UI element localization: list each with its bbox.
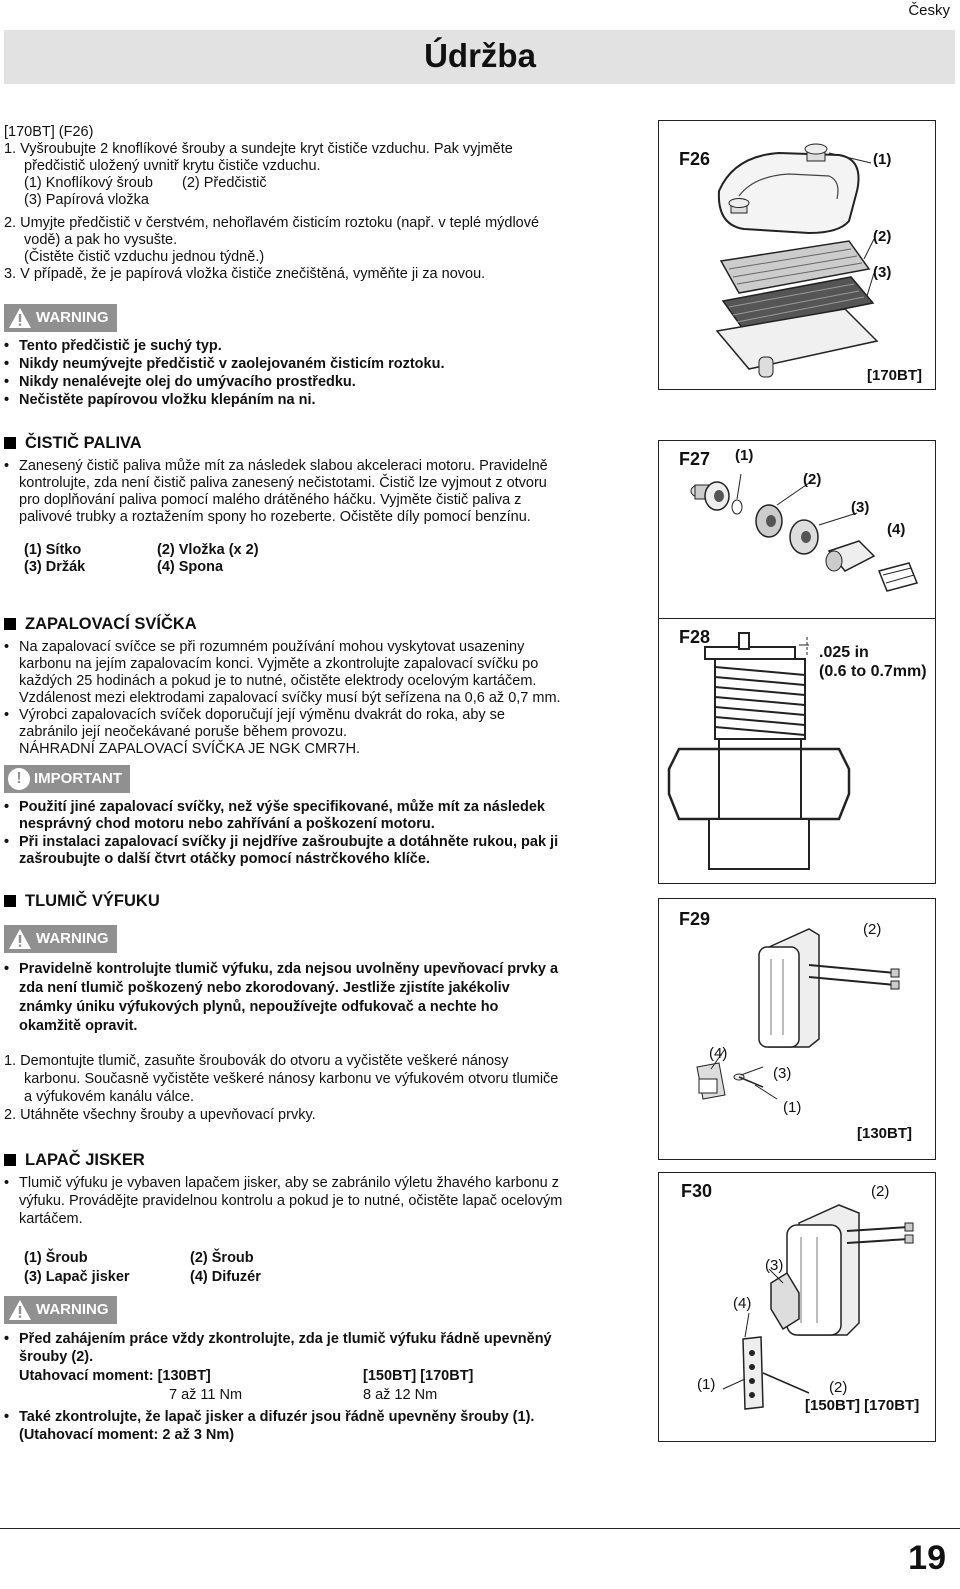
square-bullet-icon (4, 437, 16, 449)
footer-rule (0, 1528, 960, 1529)
muffler-warning: • Pravidelně kontrolujte tlumič výfuku, zda nejsou uvolněny upevňovací prvky a zda není tlumič poškozený nebo zkorodovaný. Jestliže zjistíte jakékoliv známky úniku výfukových plynů, nepoužívejte odfukovač a nechte ho okamžitě opravit. (4, 961, 559, 1034)
figure-f29: F29 (2) (4) (3) (1) [130BT] (658, 898, 936, 1160)
step-1-cont: předčistič uložený uvnitř krytu čističe vzduchu. (24, 158, 321, 174)
muffler-illustration (659, 899, 935, 1159)
warning-triangle-icon (8, 928, 32, 950)
models-line: [170BT] (F26) (4, 124, 94, 140)
warning-item: • Nečistěte papírovou vložku klepáním na ni. (4, 392, 316, 408)
warning-item: • Tento předčistič je suchý typ. (4, 338, 222, 354)
spark-plug-text: • Na zapalovací svíčce se při rozumném používání mohou vyskytovat usazeniny karbonu na jejím zapalovacím konci. Vyjměte a zkontrolujte zapalovací svíčku po každých 25 hodinách a pokud je to nutné, očistěte elektrody ocelovým kartáčem. Vzdálenost mezi elektrodami zapalovací svíčky musí být seřízena na 0,6 až 0,7 mm. • Výrobci zapalovacích svíček doporučují její výměnu dvakrát do roka, aby se zabránilo její neočekávané poruše během provozu. NÁHRADNÍ ZAPALOVACÍ SVÍČKA JE NGK CMR7H. (4, 639, 561, 757)
figure-f27: F27 (1) (2) (3) (4) (658, 440, 936, 634)
important-badge (4, 765, 130, 793)
square-bullet-icon (4, 1154, 16, 1166)
exclamation-circle-icon: ! (8, 768, 30, 790)
warning-triangle-icon (8, 1299, 32, 1321)
page-title: Údržba (424, 37, 536, 74)
page-number: 19 (908, 1539, 946, 1577)
figure-f26: F26 (1) (2) (3) [170BT] (658, 120, 936, 390)
torque-label: Utahovací moment: [130BT] (19, 1368, 211, 1384)
figure-f28: F28 .025 in (0.6 to 0.7mm) (658, 618, 936, 884)
step-2-cont: vodě) a pak ho vysušte. (24, 232, 178, 248)
language-label: Česky (908, 2, 950, 19)
part-knob-bolt: (1) Knoflíkový šroub (24, 175, 153, 191)
warning-triangle-icon (8, 307, 32, 329)
step-1: 1. Vyšroubujte 2 knoflíkové šrouby a sundejte kryt čističe vzduchu. Pak vyjměte (4, 141, 513, 157)
warning-badge: WARNING (4, 1296, 117, 1324)
spark-arrester-text: • Tlumič výfuku je vybaven lapačem jisker, aby se zabránilo výletu žhavého karbonu z výfuku. Provádějte pravidelnou kontrolu a pokud je to nutné, očistěte lapač ocelovým kartáčem. (4, 1175, 563, 1227)
spark-arrester-parts: (1) Šroub (2) Šroub (3) Lapač jisker (4) Difuzér (24, 1250, 261, 1285)
torque-val-2: 8 až 12 Nm (363, 1387, 438, 1403)
part-paper-element: (3) Papírová vložka (24, 192, 149, 208)
torque-col2-head: [150BT] [170BT] (363, 1368, 474, 1384)
warning-item: • Nikdy neumývejte předčistič v zaolejovaném čisticím roztoku. (4, 356, 445, 372)
muffler-steps: 1. Demontujte tlumič, zasuňte šroubovák do otvoru a vyčistěte veškeré nánosy karbonu. Současně vyčistěte veškeré nánosy karbonu ve výfukovém otvoru tlumiče a výfukovém kanálu válce. 2. Utáhněte všechny šrouby a upevňovací prvky. (4, 1053, 559, 1123)
spark-plug-important: • Použití jiné zapalovací svíčky, než výše specifikované, může mít za následek nesprávný chod motoru nebo zahřívání a poškození motoru. • Při instalaci zapalovací svíčky ji nejdříve zašroubujte a dotáhněte rukou, pak ji zašroubujte o další čtvrt otáčky pomocí nástrčkového klíče. (4, 799, 559, 867)
important-label: IMPORTANT (34, 770, 123, 787)
warning-badge (4, 304, 117, 332)
step-3: 3. V případě, že je papírová vložka čističe znečištěná, vyměňte ji za novou. (4, 266, 486, 282)
figure-f30: F30 (2) (3) (4) (1) (2) [150BT] [170BT] (658, 1172, 936, 1442)
fuel-filter-parts: (1) Sítko (2) Vložka (x 2) (3) Držák (4) Spona (24, 542, 259, 575)
part-pre-filter: (2) Předčistič (182, 175, 267, 191)
step-2: 2. Umyjte předčistič v čerstvém, nehořlavém čisticím roztoku (např. v teplé mýdlové (4, 215, 540, 231)
fuel-filter-heading: ČISTIČ PALIVA (4, 433, 142, 453)
square-bullet-icon (4, 618, 16, 630)
parts-line-1 (4, 175, 644, 192)
spark-arrester-heading: LAPAČ JISKER (4, 1150, 145, 1170)
fuel-filter-text: • Zanesený čistič paliva může mít za následek slabou akceleraci motoru. Pravidelně kontrolujte, zda není čistič paliva zanesený nečistotami. Čistič lze vyjmout z otvoru pro doplňování paliva pomocí malého drátěného háčku. Vyjměte čistič paliva z palivové trubky a roztažením spony ho rozeberte. Očistěte díly pomocí benzínu. (4, 458, 548, 525)
square-bullet-icon (4, 895, 16, 907)
warning-label: WARNING (36, 309, 109, 326)
muffler-heading: TLUMIČ VÝFUKU (4, 891, 160, 911)
torque-val-1: 7 až 11 Nm (169, 1387, 243, 1403)
air-cleaner-section (4, 124, 644, 283)
spark-plug-heading: ZAPALOVACÍ SVÍČKA (4, 614, 197, 634)
air-cleaner-warnings (4, 338, 644, 409)
spark-arrester-warning: • Před zahájením práce vždy zkontrolujte, zda je tlumič výfuku řádně upevněný šrouby (2). Utahovací moment: [130BT] [150BT] [170BT] 7 až 11 Nm 8 až 12 Nm • Také zkontrolujte, že lapač jisker a difuzér jsou řádně upevněny šrouby (1). (Utahovací moment: 2 až 3 Nm) (4, 1331, 552, 1443)
warning-badge: WARNING (4, 925, 117, 953)
warning-item: • Nikdy nenalévejte olej do umývacího prostředku. (4, 374, 356, 390)
step-2-note: (Čistěte čistič vzduchu jednou týdně.) (24, 249, 265, 265)
